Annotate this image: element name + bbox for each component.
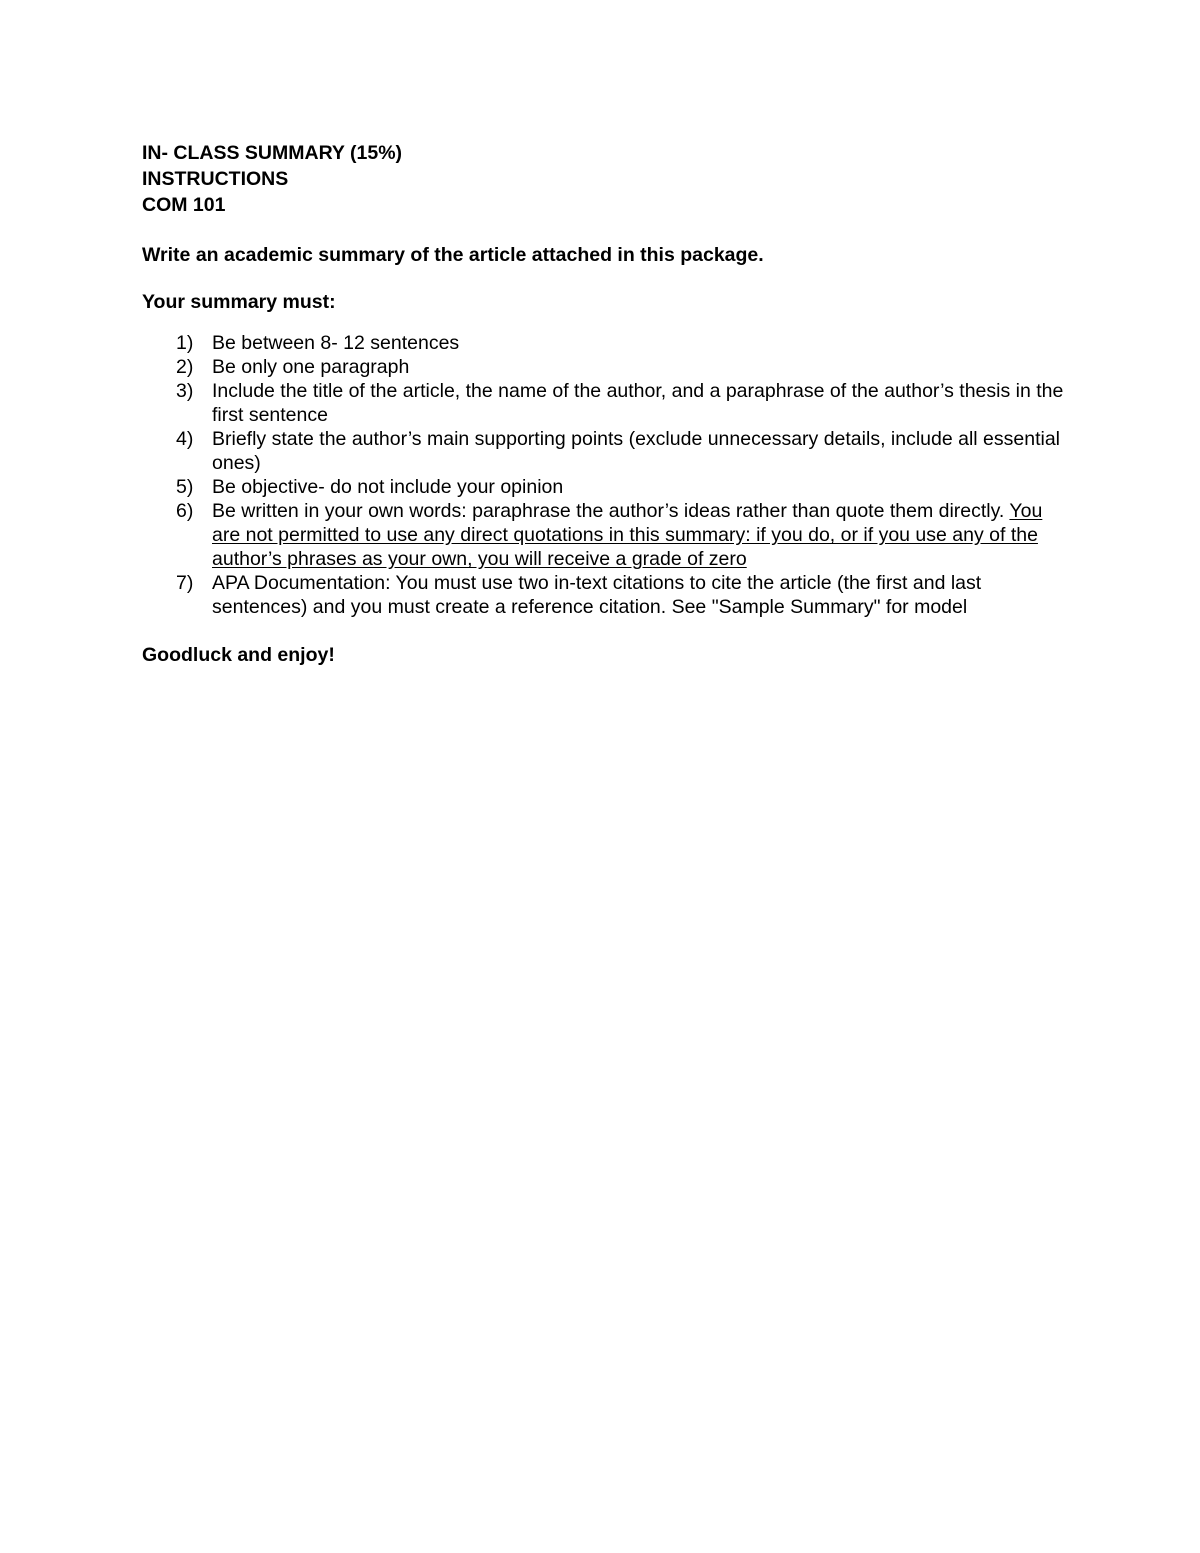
list-item-number: 1)	[176, 332, 194, 354]
list-item-text-container	[212, 499, 1072, 571]
list-item	[142, 427, 1072, 475]
requirements-heading: Your summary must:	[142, 291, 336, 313]
spacer	[142, 619, 1072, 643]
list-item-text: APA Documentation: You must use two in-text citations to cite the article (the first and last sentences) and you must create a reference citation. See "Sample Summary" for model	[212, 572, 982, 618]
list-item	[142, 499, 1072, 571]
list-item-text: Briefly state the author’s main supporting points (exclude unnecessary details, include all essential ones)	[212, 428, 1061, 474]
list-item-number: 7)	[176, 572, 194, 594]
closing-note: Goodluck and enjoy!	[142, 644, 335, 666]
header-title: IN- CLASS SUMMARY (15%)	[142, 142, 403, 164]
list-item	[142, 355, 1072, 379]
list-item-number: 4)	[176, 428, 194, 450]
list-item-text: Be between 8- 12 sentences	[212, 332, 460, 354]
list-item	[142, 379, 1072, 427]
course-code: COM 101	[142, 194, 226, 216]
list-item-text: Include the title of the article, the name of the author, and a paraphrase of the author’s thesis in the first sentence	[212, 380, 1064, 426]
list-item-number: 5)	[176, 476, 194, 498]
spacer	[142, 219, 1072, 243]
list-item-number: 3)	[176, 380, 194, 402]
list-item	[142, 331, 1072, 355]
header-subtitle: INSTRUCTIONS	[142, 168, 289, 190]
list-item-text: Be written in your own words: paraphrase the author’s ideas rather than quote them directly.	[212, 500, 1010, 522]
requirements-list	[142, 331, 1072, 619]
list-item	[142, 571, 1072, 619]
list-item	[142, 475, 1072, 499]
list-item-number: 6)	[176, 500, 194, 522]
spacer	[142, 316, 1072, 331]
intro-instruction: Write an academic summary of the article attached in this package.	[142, 244, 764, 266]
document-content	[142, 141, 1072, 669]
list-item-text: Be only one paragraph	[212, 356, 410, 378]
list-item-number: 2)	[176, 356, 194, 378]
spacer	[142, 269, 1072, 290]
list-item-text: Be objective- do not include your opinion	[212, 476, 564, 498]
underlined-warning-text: You are not permitted to use any direct quotations in this summary: if you do, or if you use any of the author’s phrases as your own, you will receive a grade of zero	[212, 500, 1043, 570]
